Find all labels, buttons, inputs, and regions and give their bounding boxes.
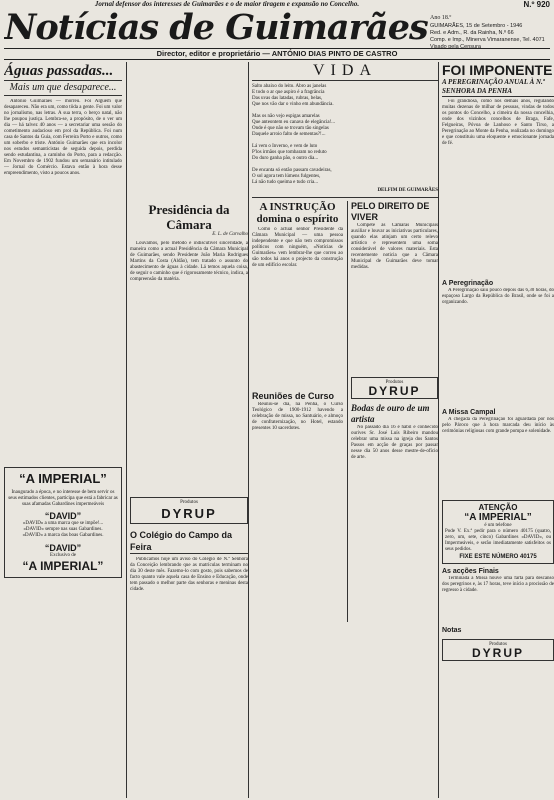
column-3	[248, 62, 438, 798]
poem-line: Do duro ganha pão, o outro dia...	[252, 156, 319, 161]
headline-foi-imponente: FOI IMPONENTE	[442, 62, 553, 78]
poem-line: De encanta só então passam cavadeiras,	[252, 168, 332, 173]
column-4	[438, 62, 554, 798]
imperial-ad	[4, 467, 122, 578]
article-body-2: Publicamos hoje um aviso do Colégio de N.ª Senhora da Conceição lembrando que as matrículas terminam no dia 30 deste mês. Fazemo-lo com gosto, pois sabemos de facto quanto vale aquela casa de Ensino e Educação, onde tem passado o melhor parte das senhoras e meninas desta cidade.	[130, 557, 248, 592]
dyrup-brand: DYRUP	[471, 646, 524, 660]
headline-colegio: O Colégio do Campo da Feira	[130, 529, 248, 554]
subhead-peregrinacao: A Peregrinação	[442, 280, 494, 287]
peregrinacao-body: A Peregrinação saiu pouco depois das 6,30 horas, do espaçoso Largo da República do Brasil, onde se foi a organizando.	[442, 288, 554, 305]
subhead-acções: As acções Finais	[442, 568, 499, 575]
column-2	[126, 62, 248, 798]
year: Ano 18.º	[430, 15, 452, 21]
masthead-title: Notícias de Guimarães	[4, 9, 428, 47]
subhead-notas: Notas	[442, 627, 462, 634]
poem-line: Daquele arroio falto de sementas?!...	[252, 132, 326, 137]
headline-presidencia: Presidência da Câmara	[148, 202, 230, 232]
ad-item: «DAVID» a uma marca que se impõe!...	[22, 521, 104, 526]
poem-line: Mas os não vejo espigas amarelas	[252, 114, 320, 119]
dyrup-ad-2	[351, 377, 438, 399]
poem-line: Que nos vão dar o vinho em abundância.	[252, 102, 334, 107]
poem-line: Lá vem o Inverno, e vem de luto	[252, 144, 318, 149]
column-2-top-spacer	[130, 62, 248, 202]
poem-line: Salto abaixo do leito. Abro as janelas	[252, 84, 327, 89]
article-body: António Guimarães — morreu. Foi Alguém que desapareceu. Não era um, como tôda a gente. Foi um valor no jornalismo, nas letras. A sua terra, o berço natal, não lhe poupou justiça. Lembra-se, a propósito, de o ver um dia — há talvez 40 anos — a secretariar uma sessão do cometimento audacioso em prol da República. Foi num casa de Santos da Guia, com Ferreira Porto e outros, como um soberbo e triste. António Guimarães que era incolor nos estudos semanticistas de seguida depois, perdida sendo estudantina, a caminho do Porto, para a redacção. Em Novembro de 1902 fundou um semanário intitulado — Jornal do Comércio. Estava então à hora desse empreendimento, visto a poucos anos.	[4, 99, 122, 176]
missa-body: A chegada da Peregrinação foi aguardada por nós pelo Pároco que à hora marcada deu início às cerimónias religiosas com grande pompa e solenidade.	[442, 417, 554, 434]
dyrup-brand: DYRUP	[368, 384, 421, 398]
dyrup-ad-3	[442, 639, 554, 661]
column-3a	[252, 201, 343, 622]
instrucao-body: Como o actual senhor Presidente da Câmara Municipal — uma pessoa independente e que não tem compromissos políticos com ninguém, «Notícias de Guimarães» vem lembrar-lhe que correu ao são todos há anos o projecto da construção de um edifício escolar.	[252, 227, 343, 268]
column-3b	[347, 201, 438, 622]
ad-item-david: “DAVID”	[44, 543, 82, 553]
issue-info-box	[430, 12, 550, 48]
subhead-missa-campal: A Missa Campal	[442, 409, 496, 416]
headline-bodas: Bodas de ouro de um artista	[350, 403, 430, 424]
director-line: Director, editor e proprietário — ANTÓNIO DIAS PINTO DE CASTRO	[4, 48, 550, 60]
atencao-sub: é um telefone	[484, 523, 512, 528]
poem	[252, 84, 438, 186]
address-line-1: Red. e Adm., R. da Rainha, N.º 66	[430, 30, 514, 36]
dyrup-ad	[130, 497, 248, 524]
atencao-body: Pode V. Ex.ª pedir para o número 40175 (quatro, zero, um, sete, cinco) Gabardines «DAVID», ou Impermeáveis, e serão imediatamente satisfeitos os seus pedidos.	[445, 529, 551, 552]
tagline: Jornal defensor dos interesses de Guimarães e o de maior tiragem e expansão no Concelho.	[94, 0, 360, 8]
column-1	[4, 62, 122, 798]
article-body: Foi grandiosa, como nos demais anos, regulando muitas dezenas de milhar de pessoas, vindas de todos os pontos do Concelho, a cimeira da nossa concelhia, onde dos vizinhos concelhos de Braga, Fafe, Felgueiras, Póvoa de Lanhoso e Santo Tirso, a Peregrinação ao Monte da Penha, realizada no domingo e que constituiu uma eloquente e emocionante jornada de fé.	[442, 99, 554, 146]
bodas-body: No passado dia 16 é hábil e conhecido ourives Sr. José Luís Ribeiro mandou celebrar uma missa na igreja dos Santos Passos em acção de graças por passar nesse dia 50 anos desse mestre-de-ofício de arte.	[350, 425, 438, 460]
ad-footer-brand: “A IMPERIAL”	[22, 559, 104, 573]
atencao-ad	[442, 500, 554, 564]
headline-viver: PELO DIREITO DE VIVER	[350, 201, 430, 222]
poem-line: E todo o ar que aspiro é a fragrância	[252, 90, 325, 95]
article-body: Louvamos, pelo método e indiscutível sinceridade, a maneira como a actual Presidência da Câmara Municipal de Guimarães, sendo Presidente João Maria Rodrigues Martins da Costa (Aldão), tem tratado o assunto do abastecimento de águas à cidade. Lá temos aquela coisa, de seguir o caminho que é rigorosamente técnico, indica, a compreensão da matéria.	[130, 241, 248, 282]
poem-line: O sol agora tem lúmens fulgentes,	[252, 174, 321, 179]
poem-line: P'los irmãos que tombaram no reduto	[252, 150, 327, 155]
headline-vida: VIDA	[252, 62, 438, 81]
imperial-ad-title: “A IMPERIAL”	[19, 471, 107, 486]
dyrup-brand: DYRUP	[161, 506, 217, 521]
atencao-footer: FIXE ESTE NÚMERO 40175	[459, 554, 537, 560]
reunioes-body: Reuniu-se dia, na Penha, o Curso Teológico de 1900-1912 havendo a celebração de missa, no Santuário, e almoço de confraternização, no Hotel, estando presentes 10 sacerdotes.	[252, 402, 343, 431]
censorship-note: Visado pela Censura	[430, 44, 481, 48]
poem-line: Que anteontem eu canava de elegância!...	[252, 120, 336, 125]
subheadline: Mais um que desaparece...	[4, 81, 122, 96]
atencao-brand: “A IMPERIAL”	[464, 512, 532, 523]
poem-line: Onde é que não se trovam tão singelas	[252, 126, 329, 131]
subheadline-peregrinacao: A PEREGRINAÇÃO ANUAL À N.ª SENHORA DA PENHA	[442, 78, 554, 97]
ad-footer: Exclusivo de	[50, 553, 76, 558]
imperial-ad-text: Inaugurado a época, e no interesse de bem servir os seus estimados clientes, participa que está a fabricar as suas afamadas Gabardines impermeáveis	[8, 490, 118, 507]
dyrup-label: Produtos	[180, 500, 198, 505]
poem-line: Das uvas das latadas, rubras, belas,	[252, 96, 323, 101]
dyrup-label: Produtos	[385, 380, 404, 385]
headline-instrucao: A INSTRUÇÃO domina o espírito	[256, 201, 339, 225]
issue-number: N.º 920	[523, 0, 550, 9]
column-3-split	[252, 201, 438, 622]
ad-item: “DAVID”	[44, 511, 82, 521]
headline-reunioes: Reuniões de Curso	[252, 391, 335, 401]
dyrup-label: Produtos	[489, 642, 507, 647]
ad-item: «DAVID» sempre nas suas Gabardines.	[23, 527, 103, 532]
headline-aguas-passadas: Águas passadas...	[4, 62, 122, 81]
atencao-title: ATENÇÃO	[478, 503, 518, 512]
poem-line: Lá não tudo queima e tudo cria...	[252, 180, 318, 185]
address-line-2: Comp. e Imp., Minerva Vimaranense, Tel. 4071	[430, 37, 545, 43]
byline: E. L. de Carvalho	[212, 232, 248, 237]
viver-body: Compete às Câmaras Municipais auxiliar e louvar as iniciativas particulares, quando elas atinjam um certo relevo artístico e representem uma soma considerável de valores materiais. Esta recentemente noticia que a Câmara Municipal de Guimarães deve tomar medidas.	[350, 223, 438, 270]
accoes-body: Terminada a Missa houve uma farta para descanso dos peregrinos e, às 17 horas, teve início a procissão de regresso à cidade.	[442, 576, 554, 593]
poem-author: DELFIM DE GUIMARÃES	[377, 188, 438, 193]
issue-line: GUIMARÃES, 15 de Setembro - 1946	[430, 23, 523, 29]
ad-item: «DAVID» a marca das boas Gabardines.	[22, 533, 104, 538]
